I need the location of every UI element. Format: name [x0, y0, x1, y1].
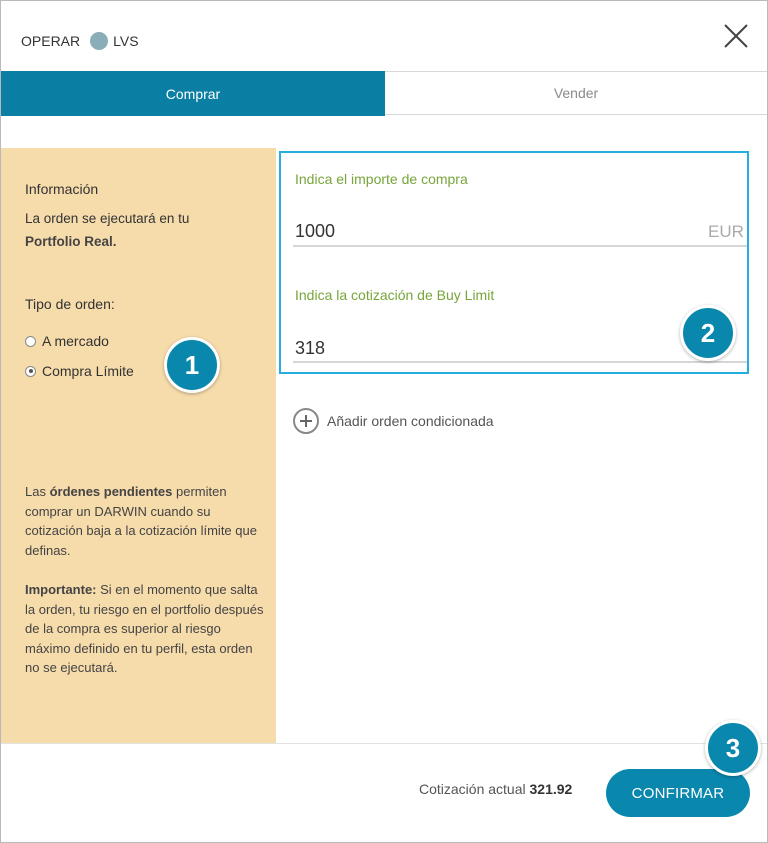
asset-dot-icon [90, 32, 108, 50]
info-title: Información [25, 181, 99, 197]
add-conditional-label: Añadir orden condicionada [327, 413, 494, 429]
radio-compra-limite[interactable] [25, 363, 134, 379]
tab-comprar[interactable]: Comprar [1, 71, 385, 116]
amount-underline [293, 245, 747, 247]
limit-label: Indica la cotización de Buy Limit [295, 287, 495, 303]
amount-input[interactable]: 1000 [295, 221, 336, 241]
radio-label: Compra Límite [42, 363, 134, 379]
info-text-2: Portfolio Real. [25, 234, 117, 249]
order-type-label: Tipo de orden: [25, 296, 115, 312]
radio-label: A mercado [42, 333, 109, 349]
current-quote [419, 781, 572, 797]
important-bold: Importante: [25, 582, 97, 597]
footer-divider [1, 743, 767, 744]
limit-input[interactable]: 318 [295, 338, 326, 358]
tab-bar [1, 71, 767, 116]
close-button[interactable] [723, 23, 749, 49]
asset-name: LVS [113, 33, 139, 49]
limit-underline [293, 361, 747, 363]
important-note: Importante: Si en el momento que salta la orden, tu riesgo en el portfolio después de la compra es superior al riesgo máximo definido en tu perfil, esta orden no se ejecutará. [25, 582, 264, 675]
amount-unit: EUR [708, 222, 744, 241]
confirm-button[interactable]: CONFIRMAR [606, 769, 750, 817]
pending-orders-note: Las órdenes pendientes permiten comprar un DARWIN cuando su cotización baja a la cotización límite que definas. [25, 484, 257, 558]
radio-checked-icon [25, 366, 36, 377]
info-text-1: La orden se ejecutará en tu [25, 211, 190, 226]
add-conditional-order-button[interactable] [293, 408, 494, 434]
step-badge-1: 1 [164, 337, 220, 393]
close-icon [723, 23, 749, 49]
radio-a-mercado[interactable] [25, 333, 109, 349]
step-badge-3: 3 [705, 720, 761, 776]
info-panel [1, 148, 276, 743]
quote-value: 321.92 [529, 781, 573, 797]
modal-title [21, 32, 139, 50]
tab-vender[interactable]: Vender [385, 71, 767, 115]
plus-circle-icon [293, 408, 319, 434]
pending-bold: órdenes pendientes [49, 484, 173, 499]
quote-label: Cotización actual [419, 781, 526, 797]
radio-unchecked-icon [25, 336, 36, 347]
amount-label: Indica el importe de compra [295, 171, 468, 187]
modal-header [1, 1, 767, 71]
step-badge-2: 2 [680, 305, 736, 361]
title-prefix: OPERAR [21, 33, 81, 49]
